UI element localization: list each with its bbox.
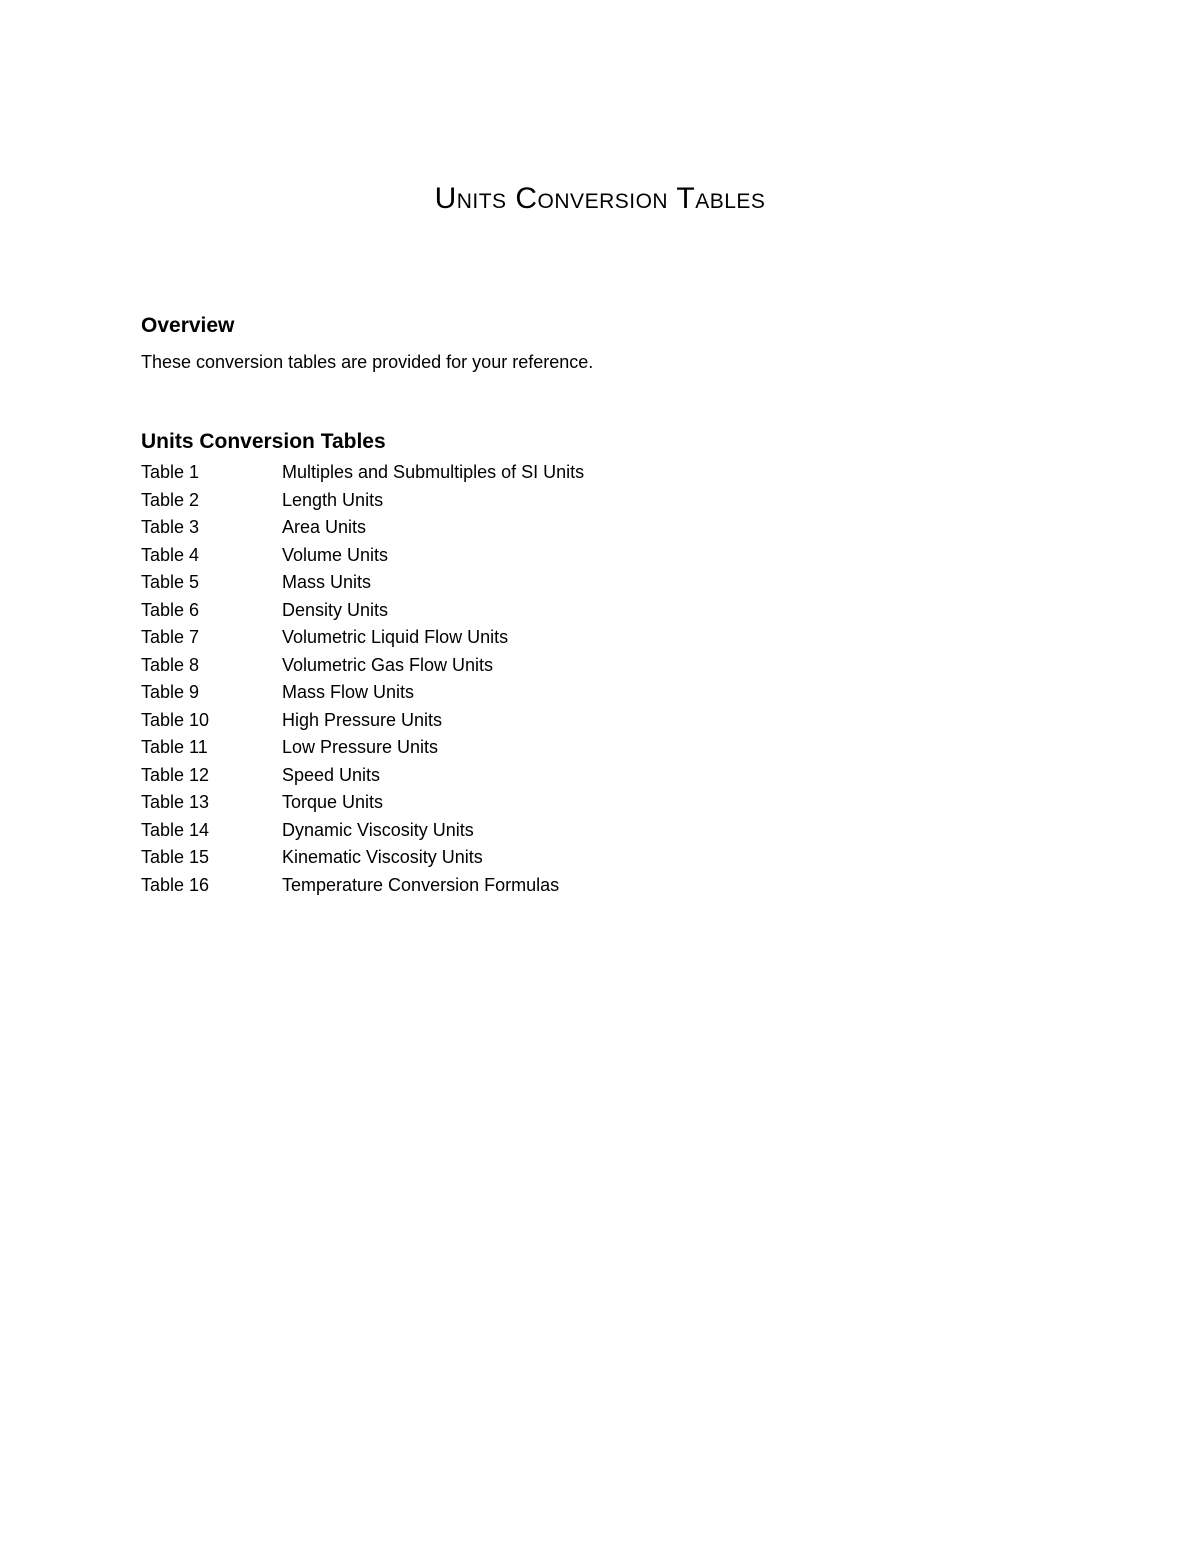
contents-row-8 bbox=[141, 652, 1041, 680]
contents-heading: Units Conversion Tables bbox=[141, 430, 386, 453]
table-title: Length Units bbox=[282, 489, 384, 510]
contents-row-5 bbox=[141, 569, 1041, 597]
table-number: Table 4 bbox=[141, 544, 200, 565]
table-title: Density Units bbox=[282, 599, 389, 620]
contents-row-12 bbox=[141, 762, 1041, 790]
table-number: Table 13 bbox=[141, 792, 210, 813]
table-number: Table 10 bbox=[141, 709, 210, 730]
page-title: Units Conversion Tables bbox=[434, 182, 766, 215]
table-title: Multiples and Submultiples of SI Units bbox=[282, 462, 585, 483]
table-title: Torque Units bbox=[282, 792, 384, 813]
table-number: Table 14 bbox=[141, 819, 210, 840]
table-title: Mass Units bbox=[282, 572, 372, 593]
overview-section bbox=[141, 312, 1041, 374]
table-title: Temperature Conversion Formulas bbox=[282, 874, 560, 895]
table-title: Kinematic Viscosity Units bbox=[282, 847, 483, 868]
contents-list bbox=[141, 459, 1041, 899]
contents-row-1 bbox=[141, 459, 1041, 487]
contents-row-13 bbox=[141, 789, 1041, 817]
contents-row-14 bbox=[141, 817, 1041, 845]
contents-row-6 bbox=[141, 597, 1041, 625]
table-title: High Pressure Units bbox=[282, 709, 443, 730]
contents-row-10 bbox=[141, 707, 1041, 735]
table-number: Table 7 bbox=[141, 627, 200, 648]
table-title: Low Pressure Units bbox=[282, 737, 439, 758]
table-number: Table 3 bbox=[141, 517, 200, 538]
table-title: Dynamic Viscosity Units bbox=[282, 819, 474, 840]
contents-row-3 bbox=[141, 514, 1041, 542]
table-title: Volumetric Gas Flow Units bbox=[282, 654, 494, 675]
table-number: Table 15 bbox=[141, 847, 210, 868]
contents-row-16 bbox=[141, 872, 1041, 900]
table-number: Table 9 bbox=[141, 682, 200, 703]
table-number: Table 16 bbox=[141, 874, 210, 895]
contents-row-15 bbox=[141, 844, 1041, 872]
contents-row-11 bbox=[141, 734, 1041, 762]
table-number: Table 8 bbox=[141, 654, 200, 675]
contents-row-2 bbox=[141, 487, 1041, 515]
table-number: Table 6 bbox=[141, 599, 200, 620]
table-number: Table 5 bbox=[141, 572, 200, 593]
table-title: Speed Units bbox=[282, 764, 381, 785]
table-title: Volumetric Liquid Flow Units bbox=[282, 627, 509, 648]
table-number: Table 1 bbox=[141, 462, 200, 483]
contents-section bbox=[141, 428, 1041, 899]
table-title: Volume Units bbox=[282, 544, 389, 565]
table-number: Table 11 bbox=[141, 737, 208, 758]
contents-row-9 bbox=[141, 679, 1041, 707]
table-title: Mass Flow Units bbox=[282, 682, 415, 703]
contents-row-7 bbox=[141, 624, 1041, 652]
overview-text: These conversion tables are provided for your reference. bbox=[141, 352, 594, 372]
overview-heading: Overview bbox=[141, 314, 235, 337]
table-title: Area Units bbox=[282, 517, 367, 538]
contents-row-4 bbox=[141, 542, 1041, 570]
table-number: Table 2 bbox=[141, 489, 200, 510]
table-number: Table 12 bbox=[141, 764, 210, 785]
